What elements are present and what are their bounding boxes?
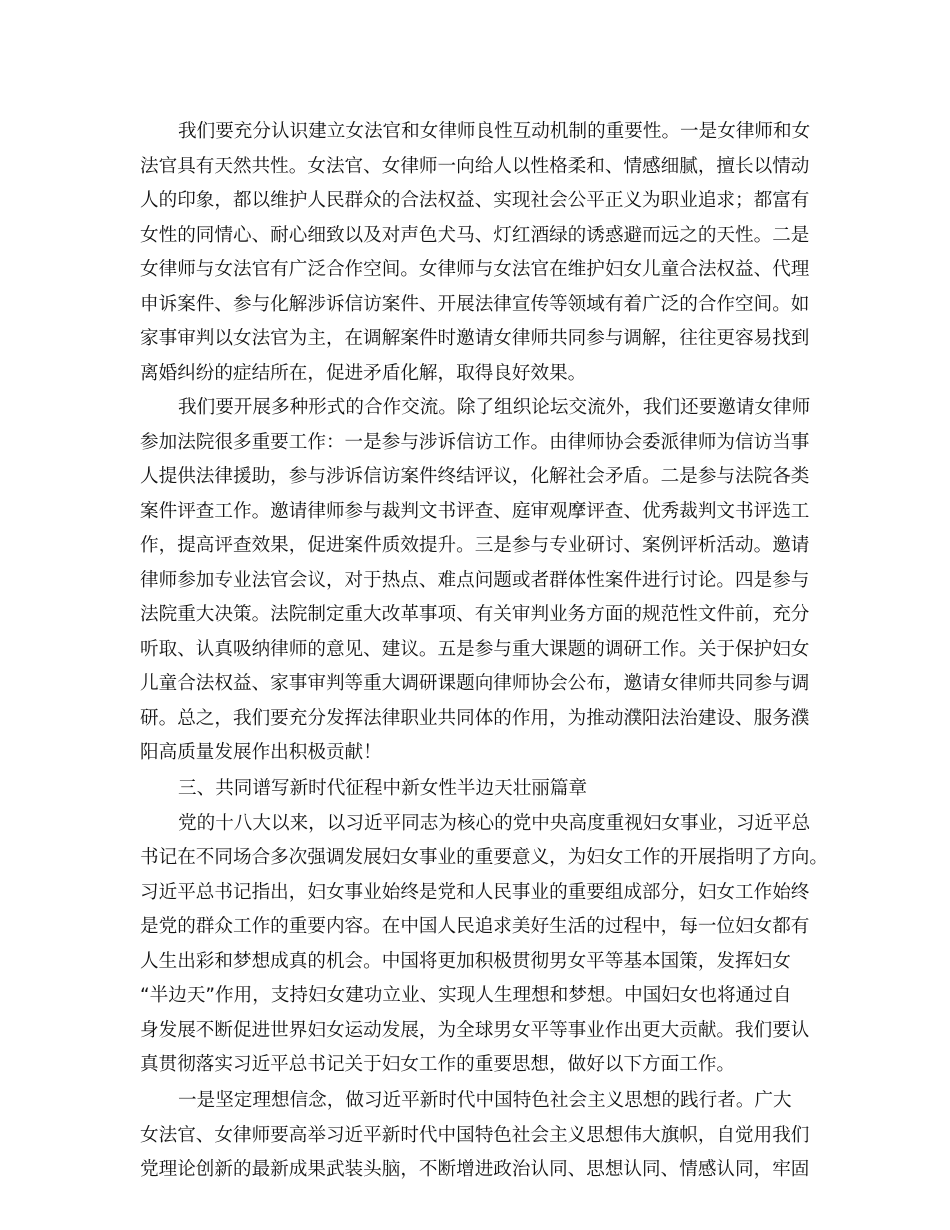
- paragraph-line: 女性的同情心、耐心细致以及对声色犬马、灯红酒绿的诱惑避而远之的天性。二是: [140, 225, 810, 246]
- paragraph-line: 儿童合法权益、家事审判等重大调研课题向律师协会公布，邀请女律师共同参与调: [140, 673, 810, 694]
- paragraph-line: 法院重大决策。法院制定重大改革事项、有关审判业务方面的规范性文件前，充分: [140, 604, 810, 625]
- paragraph-line: 作，提高评查效果，促进案件质效提升。三是参与专业研讨、案例评析活动。邀请: [140, 535, 810, 556]
- paragraph-line: 党理论创新的最新成果武装头脑，不断增进政治认同、思想认同、情感认同，牢固: [140, 1159, 810, 1180]
- paragraph-line: 我们要开展多种形式的合作交流。除了组织论坛交流外，我们还要邀请女律师: [178, 397, 811, 418]
- paragraph-line: 阳高质量发展作出积极贡献！: [140, 742, 382, 763]
- paragraph-line: 案件评查工作。邀请律师参与裁判文书评查、庭审观摩评查、优秀裁判文书评选工: [140, 501, 810, 522]
- paragraph-line: 真贯彻落实习近平总书记关于妇女工作的重要思想，做好以下方面工作。: [140, 1054, 736, 1075]
- paragraph-line: 申诉案件、参与化解涉诉信访案件、开展法律宣传等领域有着广泛的合作空间。如: [140, 294, 810, 315]
- paragraph-line: 人提供法律援助，参与涉诉信访案件终结评议，化解社会矛盾。二是参与法院各类: [140, 466, 810, 487]
- paragraph-line: “半边天”作用，支持妇女建功立业、实现人生理想和梦想。中国妇女也将通过自: [140, 985, 792, 1006]
- paragraph-line: 女法官、女律师要高举习近平新时代中国特色社会主义思想伟大旗帜，自觉用我们: [140, 1125, 810, 1146]
- paragraph-line: 参加法院很多重要工作：一是参与涉诉信访工作。由律师协会委派律师为信访当事: [140, 432, 810, 453]
- paragraph-line: 研。总之，我们要充分发挥法律职业共同体的作用，为推动濮阳法治建设、服务濮: [140, 708, 810, 729]
- paragraph-line: 法官具有天然共性。女法官、女律师一向给人以性格柔和、情感细腻，擅长以情动: [140, 156, 810, 177]
- heading-line: 三、共同谱写新时代征程中新女性半边天壮丽篇章: [178, 778, 588, 799]
- paragraph-line: 律师参加专业法官会议，对于热点、难点问题或者群体性案件进行讨论。四是参与: [140, 570, 810, 591]
- paragraph-line: 人的印象，都以维护人民群众的合法权益、实现社会公平正义为职业追求；都富有: [140, 190, 810, 211]
- paragraph-line: 家事审判以女法官为主，在调解案件时邀请女律师共同参与调解，往往更容易找到: [140, 328, 810, 349]
- paragraph-line: 一是坚定理想信念，做习近平新时代中国特色社会主义思想的践行者。广大: [178, 1090, 792, 1111]
- paragraph-line: 党的十八大以来，以习近平同志为核心的党中央高度重视妇女事业，习近平总: [178, 813, 811, 834]
- paragraph-line: 我们要充分认识建立女法官和女律师良性互动机制的重要性。一是女律师和女: [178, 121, 811, 142]
- paragraph-line: 离婚纠纷的症结所在，促进矛盾化解，取得良好效果。: [140, 363, 587, 384]
- paragraph-line: 女律师与女法官有广泛合作空间。女律师与女法官在维护妇女儿童合法权益、代理: [140, 259, 810, 280]
- paragraph-line: 书记在不同场合多次强调发展妇女事业的重要意义，为妇女工作的开展指明了方向。: [140, 847, 828, 868]
- paragraph-line: 是党的群众工作的重要内容。在中国人民追求美好生活的过程中，每一位妇女都有: [140, 916, 810, 937]
- paragraph-line: 习近平总书记指出，妇女事业始终是党和人民事业的重要组成部分，妇女工作始终: [140, 882, 810, 903]
- paragraph-line: 听取、认真吸纳律师的意见、建议。五是参与重大课题的调研工作。关于保护妇女: [140, 639, 810, 660]
- paragraph-line: 人生出彩和梦想成真的机会。中国将更加积极贯彻男女平等基本国策，发挥妇女: [140, 951, 791, 972]
- paragraph-line: 身发展不断促进世界妇女运动发展，为全球男女平等事业作出更大贡献。我们要认: [140, 1020, 810, 1041]
